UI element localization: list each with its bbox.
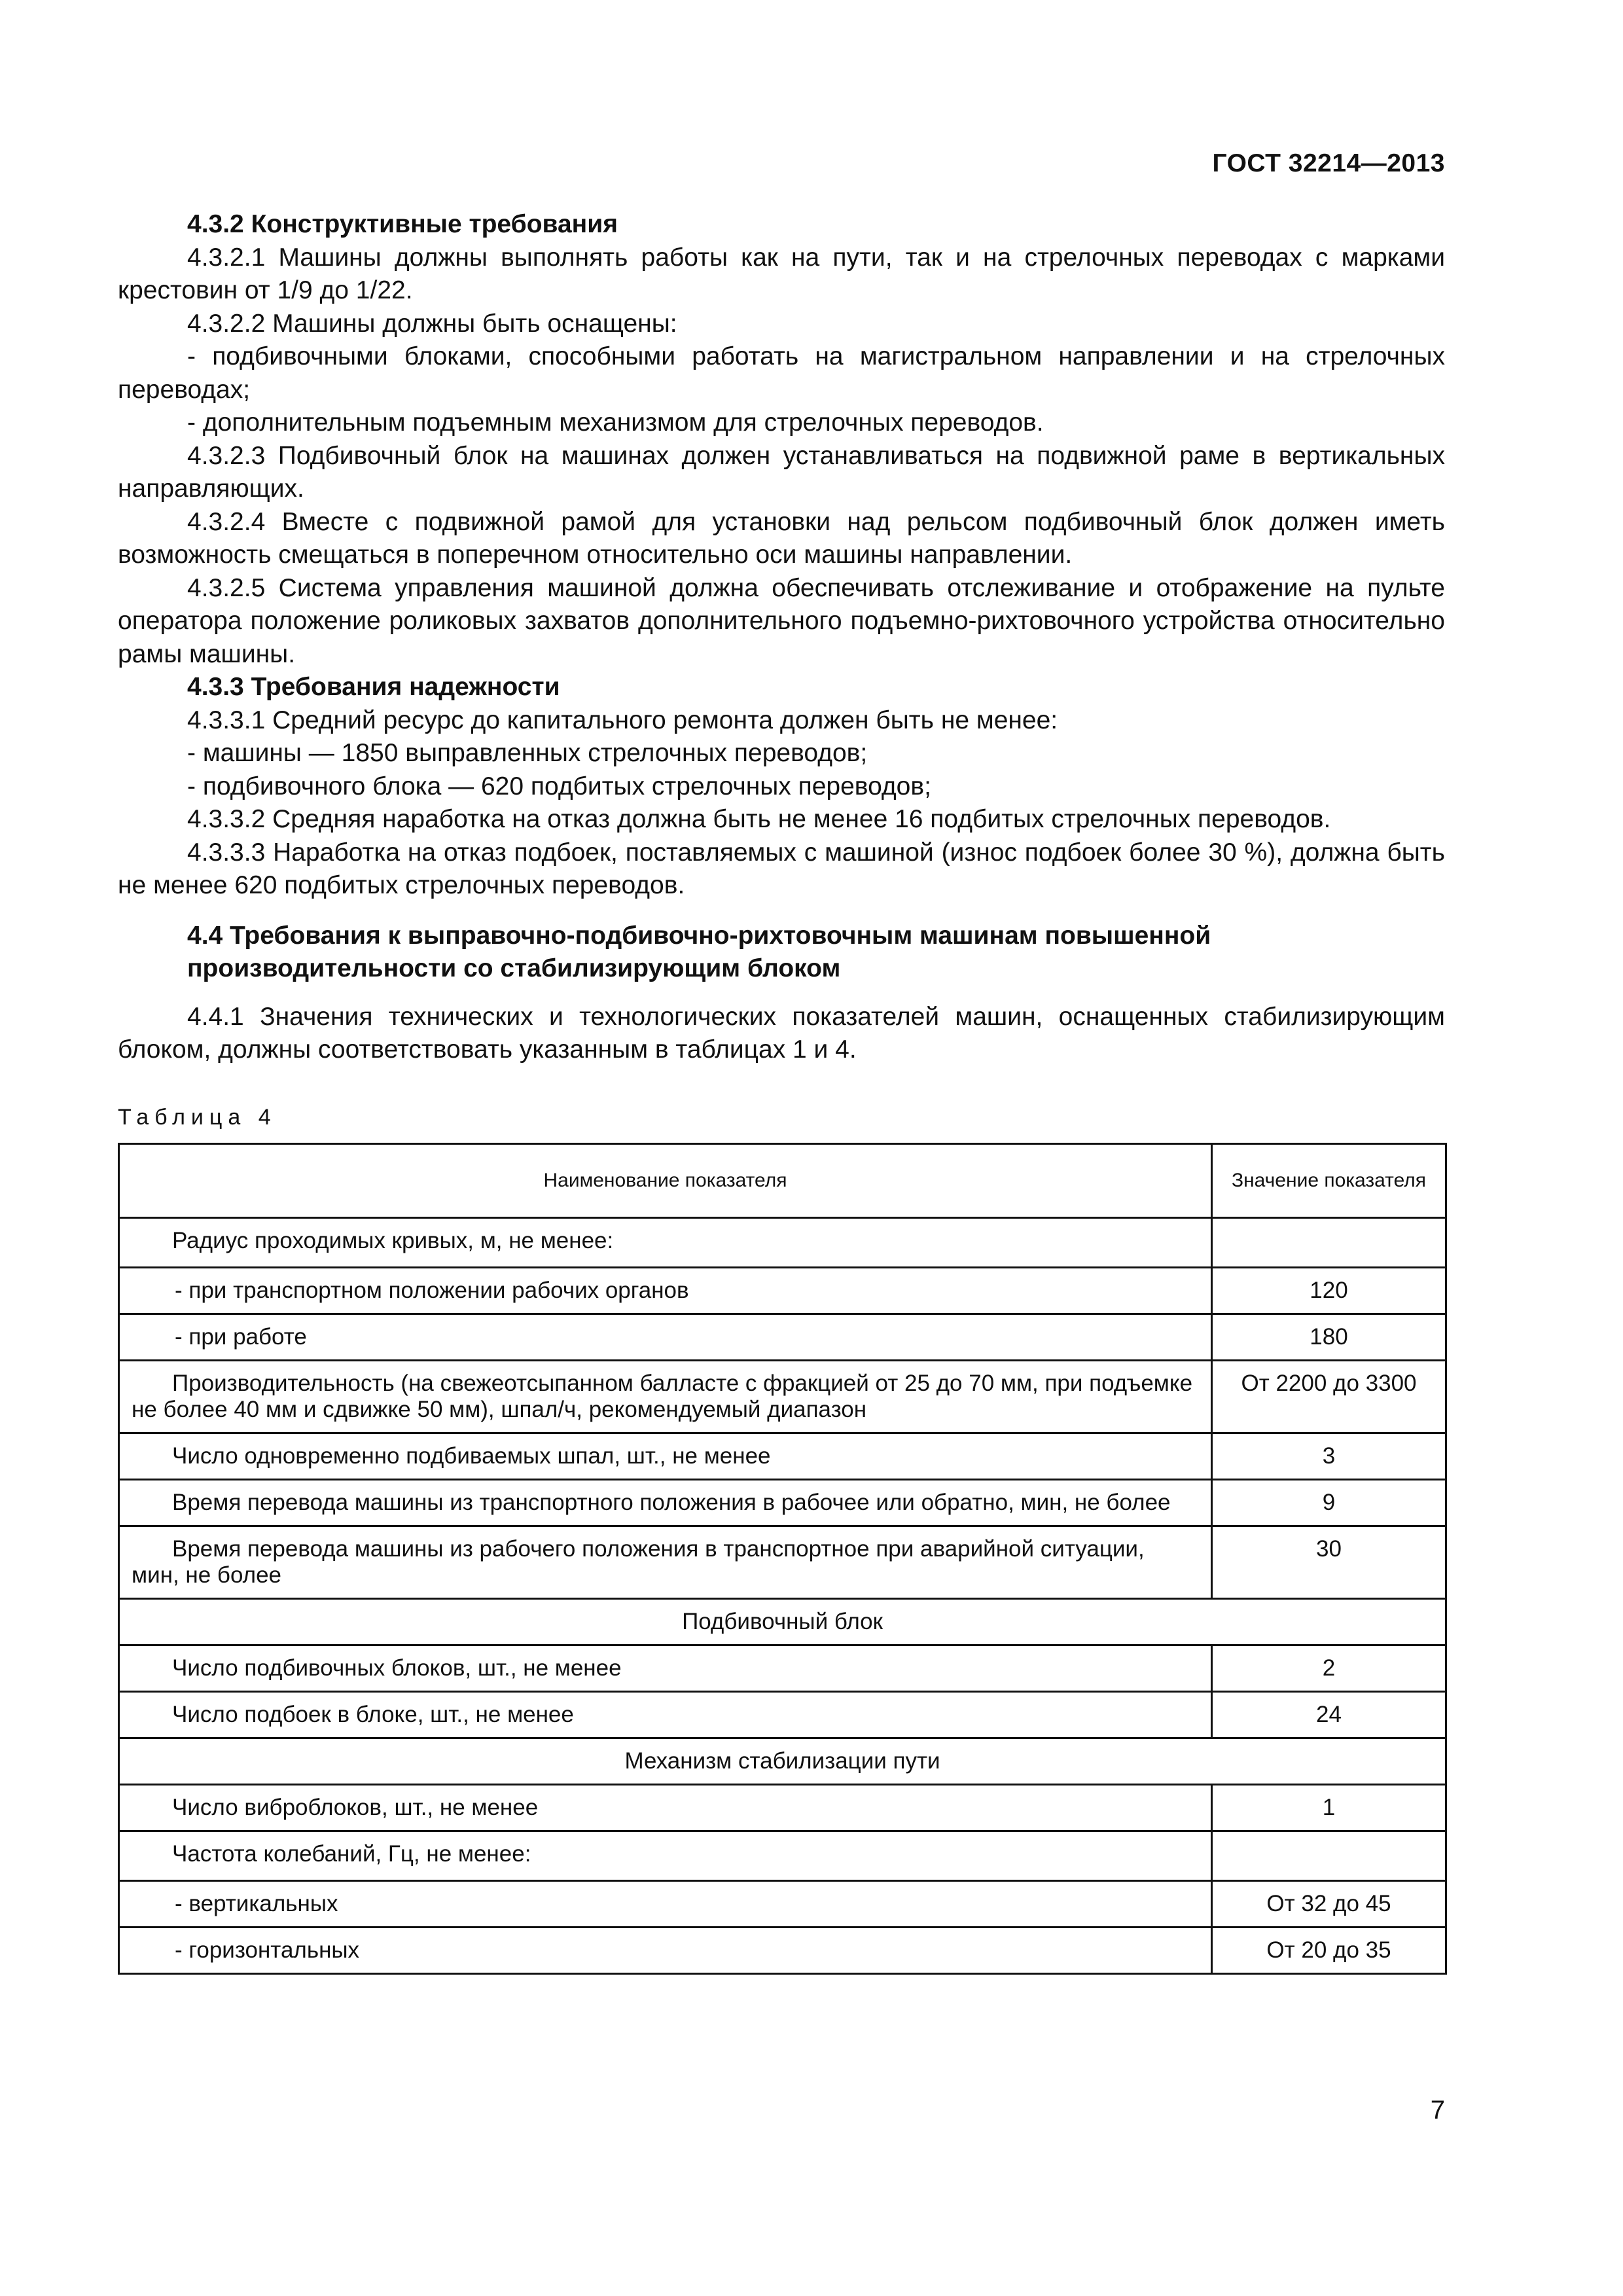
- paragraph: 4.3.2.1 Машины должны выполнять работы как на пути, так и на стрелочных переводах с марками крестовин от 1/9 до 1/22.: [118, 243, 1445, 304]
- row-value: 2: [1212, 1645, 1446, 1692]
- row-name: Радиус проходимых кривых, м, не менее:: [119, 1218, 1212, 1268]
- column-header-name: Наименование показателя: [119, 1144, 1212, 1218]
- heading-4-3-3: 4.3.3 Требования надежности: [187, 673, 560, 701]
- table-section-row: [119, 1599, 1446, 1645]
- table-row: [119, 1928, 1446, 1974]
- row-value: [1212, 1218, 1446, 1268]
- row-value: 24: [1212, 1692, 1446, 1738]
- row-name: - вертикальных: [119, 1881, 1212, 1928]
- data-table: [118, 1143, 1447, 1975]
- document-body: [118, 208, 1445, 1975]
- row-value: От 32 до 45: [1212, 1881, 1446, 1928]
- section-title-stabilizer: Механизм стабилизации пути: [119, 1738, 1446, 1785]
- row-name: Частота колебаний, Гц, не менее:: [119, 1831, 1212, 1881]
- table-row: [119, 1785, 1446, 1831]
- table-row: [119, 1314, 1446, 1361]
- list-item: - подбивочного блока — 620 подбитых стрелочных переводов;: [187, 772, 931, 800]
- column-header-value: Значение показателя: [1212, 1144, 1446, 1218]
- table-header-row: [119, 1144, 1446, 1218]
- row-name: Число подбивочных блоков, шт., не менее: [119, 1645, 1212, 1692]
- row-name: Число одновременно подбиваемых шпал, шт., не менее: [119, 1433, 1212, 1480]
- row-name: - при работе: [119, 1314, 1212, 1361]
- row-value: 30: [1212, 1526, 1446, 1599]
- table-row: [119, 1692, 1446, 1738]
- paragraph: 4.3.3.2 Средняя наработка на отказ должна быть не менее 16 подбитых стрелочных переводов.: [187, 805, 1331, 833]
- table-caption: Таблица 4: [118, 1104, 277, 1130]
- paragraph: 4.3.2.5 Система управления машиной должна обеспечивать отслеживание и отображение на пульте оператора положение роликовых захватов дополнительного подъемно-рихтовочного устройства относительно рамы машины.: [118, 573, 1445, 668]
- table-row: [119, 1268, 1446, 1314]
- table-row: [119, 1526, 1446, 1599]
- standard-number: ГОСТ 32214—2013: [1212, 149, 1445, 177]
- row-name: Производительность (на свежеотсыпанном балласте с фракцией от 25 до 70 мм, при подъемке не более 40 мм и сдвижке 50 мм), шпал/ч, рекомендуемый диапазон: [119, 1361, 1212, 1433]
- row-value: 9: [1212, 1480, 1446, 1526]
- heading-4-3-2: 4.3.2 Конструктивные требования: [187, 210, 618, 238]
- row-name: Число виброблоков, шт., не менее: [119, 1785, 1212, 1831]
- paragraph: 4.3.2.4 Вместе с подвижной рамой для установки над рельсом подбивочный блок должен иметь возможность смещаться в поперечном относительно оси машины направлении.: [118, 507, 1445, 569]
- table-row: [119, 1218, 1446, 1268]
- row-value: 1: [1212, 1785, 1446, 1831]
- page-number: 7: [1430, 2096, 1445, 2125]
- paragraph: 4.3.2.2 Машины должны быть оснащены:: [187, 309, 677, 338]
- row-name: Время перевода машины из транспортного положения в рабочее или обратно, мин, не более: [119, 1480, 1212, 1526]
- table-row: [119, 1645, 1446, 1692]
- paragraph: 4.3.3.3 Наработка на отказ подбоек, поставляемых с машиной (износ подбоек более 30 %), должна быть не менее 620 подбитых стрелочных переводов.: [118, 838, 1445, 899]
- table-row: [119, 1480, 1446, 1526]
- paragraph: 4.3.3.1 Средний ресурс до капитального ремонта должен быть не менее:: [187, 706, 1058, 734]
- row-value: [1212, 1831, 1446, 1881]
- row-value: От 2200 до 3300: [1212, 1361, 1446, 1433]
- row-value: 3: [1212, 1433, 1446, 1480]
- row-value: 180: [1212, 1314, 1446, 1361]
- paragraph: 4.3.2.3 Подбивочный блок на машинах должен устанавливаться на подвижной раме в вертикальных направляющих.: [118, 441, 1445, 503]
- row-value: От 20 до 35: [1212, 1928, 1446, 1974]
- row-name: Число подбоек в блоке, шт., не менее: [119, 1692, 1212, 1738]
- list-item: - подбивочными блоками, способными работать на магистральном направлении и на стрелочных переводах;: [118, 342, 1445, 404]
- section-title-tamping-unit: Подбивочный блок: [119, 1599, 1446, 1645]
- list-item: - машины — 1850 выправленных стрелочных переводов;: [187, 739, 868, 767]
- table-row: [119, 1433, 1446, 1480]
- heading-4-4: 4.4 Требования к выправочно-подбивочно-рихтовочным машинам повышенной производительности со стабилизирующим блоком: [187, 921, 1211, 982]
- table-row: [119, 1831, 1446, 1881]
- row-name: - при транспортном положении рабочих органов: [119, 1268, 1212, 1314]
- table-section-row: [119, 1738, 1446, 1785]
- row-name: - горизонтальных: [119, 1928, 1212, 1974]
- row-name: Время перевода машины из рабочего положения в транспортное при аварийной ситуации, мин, не более: [119, 1526, 1212, 1599]
- table-row: [119, 1361, 1446, 1433]
- row-value: 120: [1212, 1268, 1446, 1314]
- paragraph: 4.4.1 Значения технических и технологических показателей машин, оснащенных стабилизирующим блоком, должны соответствовать указанным в таблицах 1 и 4.: [118, 1002, 1445, 1064]
- table-row: [119, 1881, 1446, 1928]
- list-item: - дополнительным подъемным механизмом для стрелочных переводов.: [187, 408, 1044, 437]
